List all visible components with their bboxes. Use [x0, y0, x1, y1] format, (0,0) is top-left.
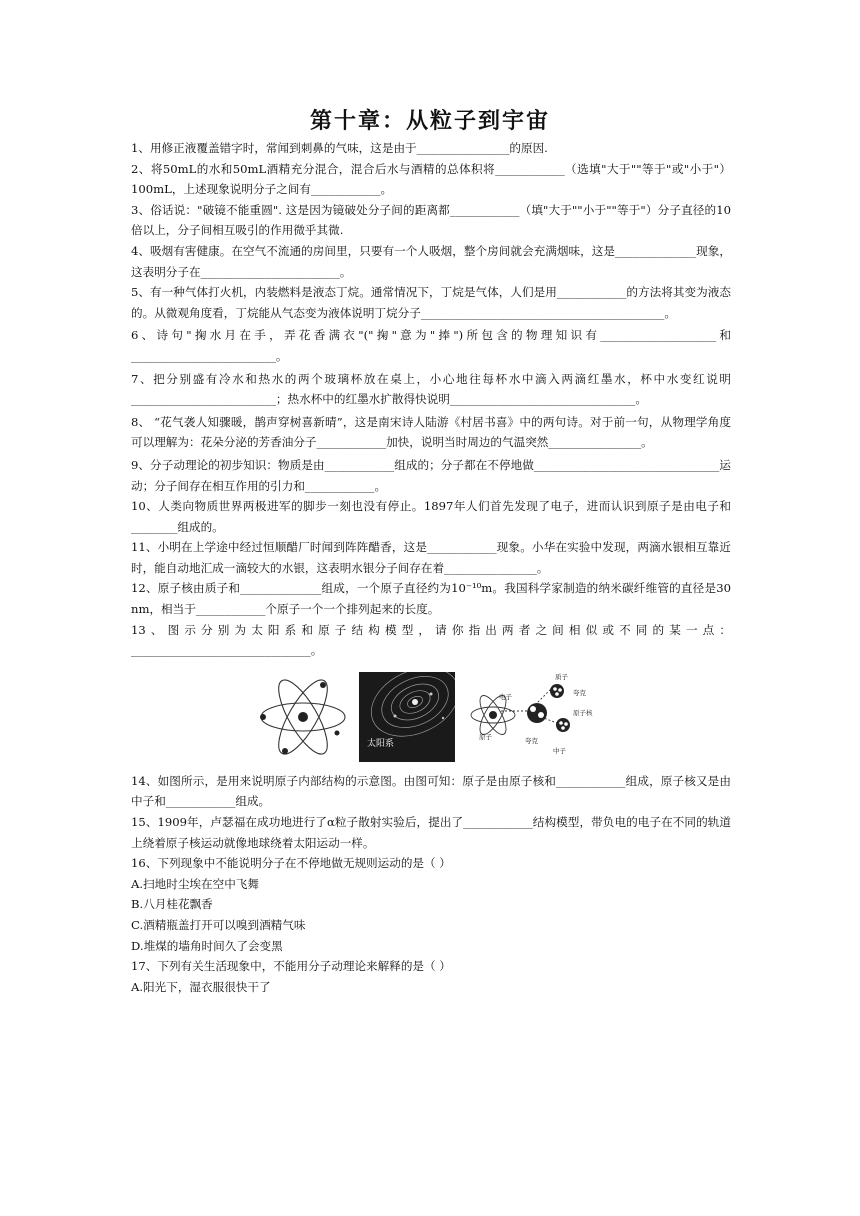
label-electron: 电子 [499, 692, 512, 701]
question-4: 4、吸烟有害健康。在空气不流通的房间里，只要有一个人吸烟，整个房间就会充满烟味，这是______________现象，这表明分子在________________________。 [131, 243, 731, 279]
label-quark-2: 夸克 [525, 736, 538, 745]
question-17: 17、下列有关生活现象中，不能用分子动理论来解释的是（ ） [131, 959, 451, 974]
question-15: 15、1909年，卢瑟福在成功地进行了α粒子散射实验后，提出了____________结构模型，带负电的电子在不同的轨道上绕着原子核运动就像地球绕着太阳运动一样。 [131, 815, 731, 850]
question-11: 11、小明在上学途中经过恒顺醋厂时闻到阵阵醋香，这是____________现象。小华在实验中发现，两滴水银相互靠近时，能自动地汇成一滴较大的水银，这表明水银分子间存在着________________。 [131, 540, 731, 575]
option-16d: D.堆煤的墙角时间久了会变黑 [131, 938, 283, 953]
option-16c: C.酒精瓶盖打开可以嗅到酒精气味 [131, 918, 306, 932]
question-12: 12、原子核由质子和______________组成，一个原子直径约为10⁻¹⁰m。我国科学家制造的纳米碳纤维管的直径是30 nm，相当于____________个原子一个一个排列起来的长度。 [131, 581, 731, 617]
option-16b: B.八月桂花飘香 [131, 897, 213, 912]
question-7: 7、把分别盛有冷水和热水的两个玻璃杯放在桌上，小心地往每杯水中滴入两滴红墨水，杯中水变红说明_________________________；热水杯中的红墨水扩散得快说明________________________________。 [131, 371, 731, 407]
atom-structure-diagram [465, 669, 605, 765]
label-proton: 质子 [555, 672, 568, 681]
atom-solar-figure [131, 667, 731, 767]
question-14: 14、如图所示，是用来说明原子内部结构的示意图。由图可知：原子是由原子核和____________组成，原子核又是由中子和____________组成。 [131, 773, 731, 809]
question-10: 10、人类向物质世界两极进军的脚步一刻也没有停止。1897年人们首先发现了电子，进而认识到原子是由电子和________组成的。 [131, 499, 731, 534]
label-quark-1: 夸克 [573, 688, 586, 697]
question-3: 3、俗话说："破镜不能重圆". 这是因为镜破处分子间的距离都____________（填"大于""小于""等于"）分子直径的10倍以上，分子间相互吸引的作用微乎其微. [131, 202, 731, 238]
question-5: 5、有一种气体打火机，内装燃料是液态丁烷。通常情况下，丁烷是气体，人们是用____________的方法将其变为液态的。从微观角度看，丁烷能从气态变为液体说明丁烷分子__________________________________________。 [131, 285, 731, 320]
solar-system-label: 太阳系 [367, 738, 395, 749]
question-9: 9、分子动理论的初步知识：物质是由____________组成的；分子都在不停地做________________________________运动；分子间存在相互作用的引力和____________。 [131, 457, 731, 493]
question-16: 16、下列现象中不能说明分子在不停地做无规则运动的是（ ） [131, 856, 451, 871]
question-6: 6、诗句"掬水月在手，弄花香满衣"("掬"意为"捧")所包含的物理知识有____________________和_________________________。 [131, 328, 731, 363]
question-list [131, 138, 731, 997]
question-8: 8、 “花气袭人知骤暖，鹊声穿树喜新晴”，这是南宋诗人陆游《村居书喜》中的两句诗。对于前一句，从物理学角度可以理解为：花朵分泌的芳香油分子____________加快，说明当时周边的气温突然________________。 [131, 414, 731, 450]
atom-model-icon [257, 671, 349, 763]
question-13: 13、图示分别为太阳系和原子结构模型，请你指出两者之间相似或不同的某一点：_______________________________。 [131, 622, 731, 658]
question-1: 1、用修正液覆盖错字时，常闻到刺鼻的气味，这是由于________________的原因. [131, 141, 548, 155]
label-nucleus: 原子核 [573, 708, 593, 717]
solar-system-image [359, 672, 455, 762]
option-17a: A.阳光下，湿衣服很快干了 [131, 979, 271, 994]
option-16a: A.扫地时尘埃在空中飞舞 [131, 876, 259, 891]
label-neutron: 中子 [553, 746, 566, 755]
question-2: 2、将50mL的水和50mL酒精充分混合，混合后水与酒精的总体积将____________（选填"大于""等于"或"小于"）100mL，上述现象说明分子之间有____________。 [131, 161, 731, 197]
label-atom: 原子 [479, 732, 492, 741]
page-title: 第十章：从粒子到宇宙 [309, 108, 550, 134]
